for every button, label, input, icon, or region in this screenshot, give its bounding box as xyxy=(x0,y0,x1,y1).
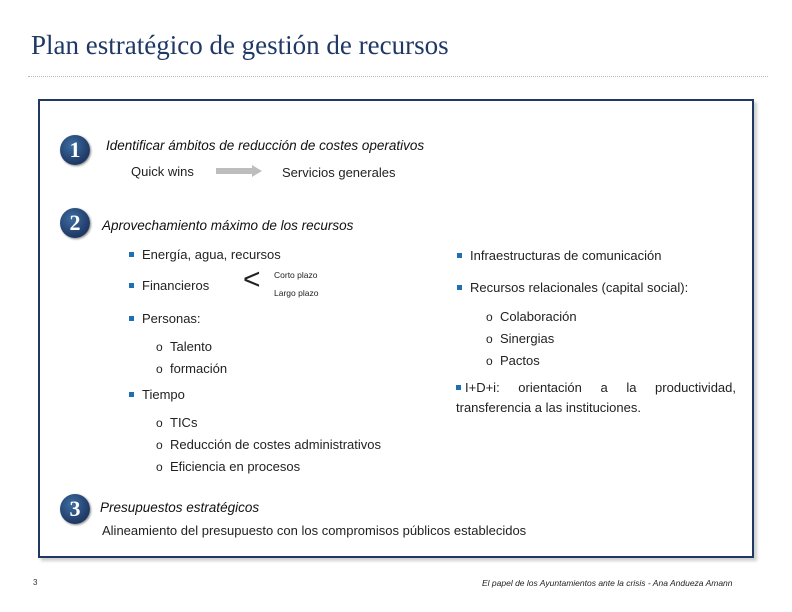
section-number-badge-1: 1 xyxy=(60,135,90,165)
bullet-circle-icon: o xyxy=(486,332,493,346)
sub-item-label: Colaboración xyxy=(500,309,577,324)
sub-item-label: Sinergias xyxy=(500,331,555,346)
sub-item-eficiencia xyxy=(156,459,300,474)
section3-text: Alineamiento del presupuesto con los compromisos públicos establecidos xyxy=(102,523,527,538)
bullet-square-icon xyxy=(129,252,134,257)
sub-item-label: TICs xyxy=(170,415,198,430)
bullet-square-icon xyxy=(129,392,134,397)
largo-plazo-label: Largo plazo xyxy=(274,288,319,298)
list-item-label: Infraestructuras de comunicación xyxy=(470,248,662,263)
list-item-label: Recursos relacionales (capital social): xyxy=(470,280,689,295)
right-arrow-icon xyxy=(216,165,262,177)
sub-item-reduccion xyxy=(156,437,381,452)
section-number-badge-3: 3 xyxy=(60,494,90,524)
list-item-label: Energía, agua, recursos xyxy=(142,247,281,262)
bullet-circle-icon: o xyxy=(156,416,163,430)
section3-heading: Presupuestos estratégicos xyxy=(100,500,260,515)
sub-item-label: Eficiencia en procesos xyxy=(170,459,301,474)
list-item-tiempo xyxy=(129,387,185,402)
sub-item-formacion xyxy=(156,361,227,376)
bullet-square-icon xyxy=(457,253,462,258)
list-item-label: I+D+i: orientación a la productividad, transferencia a las instituciones. xyxy=(456,380,736,415)
list-item-label: Personas: xyxy=(142,311,201,326)
section1-heading: Identificar ámbitos de reducción de costes operativos xyxy=(106,138,425,153)
bullet-square-icon xyxy=(129,283,134,288)
sub-item-label: Pactos xyxy=(500,353,540,368)
quick-wins-label: Quick wins xyxy=(131,164,194,179)
sub-item-tics xyxy=(156,415,197,430)
bullet-circle-icon: o xyxy=(156,340,163,354)
bullet-circle-icon: o xyxy=(486,310,493,324)
bullet-circle-icon: o xyxy=(156,460,163,474)
sub-item-talento xyxy=(156,339,212,354)
section-number-badge-2: 2 xyxy=(60,208,90,238)
bullet-square-icon xyxy=(457,285,462,290)
page-number: 3 xyxy=(33,578,38,587)
list-item-energia xyxy=(129,247,281,262)
sub-item-label: Reducción de costes administrativos xyxy=(170,437,381,452)
bullet-square-icon xyxy=(456,385,461,390)
list-item-infraestructuras xyxy=(457,248,661,263)
list-item-recursos-relacionales xyxy=(457,280,688,295)
footer-text: El papel de los Ayuntamientos ante la crisis - Ana Andueza Amann xyxy=(482,578,733,588)
bullet-circle-icon: o xyxy=(486,354,493,368)
title-divider xyxy=(28,76,768,77)
bullet-square-icon xyxy=(129,316,134,321)
sub-item-label: Talento xyxy=(170,339,212,354)
page-title: Plan estratégico de gestión de recursos xyxy=(31,30,449,60)
sub-item-colaboracion xyxy=(486,309,577,324)
list-item-idi xyxy=(456,378,736,418)
bullet-circle-icon: o xyxy=(156,362,163,376)
list-item-label: Financieros xyxy=(142,278,210,293)
bullet-circle-icon: o xyxy=(156,438,163,452)
sub-item-sinergias xyxy=(486,331,554,346)
less-than-brace-icon: < xyxy=(243,263,261,296)
sub-item-label: formación xyxy=(170,361,228,376)
corto-plazo-label: Corto plazo xyxy=(274,270,318,280)
list-item-personas xyxy=(129,311,201,326)
section2-heading: Aprovechamiento máximo de los recursos xyxy=(102,218,354,233)
servicios-generales-label: Servicios generales xyxy=(282,165,396,180)
sub-item-pactos xyxy=(486,353,540,368)
list-item-label: Tiempo xyxy=(142,387,185,402)
list-item-financieros xyxy=(129,278,209,293)
